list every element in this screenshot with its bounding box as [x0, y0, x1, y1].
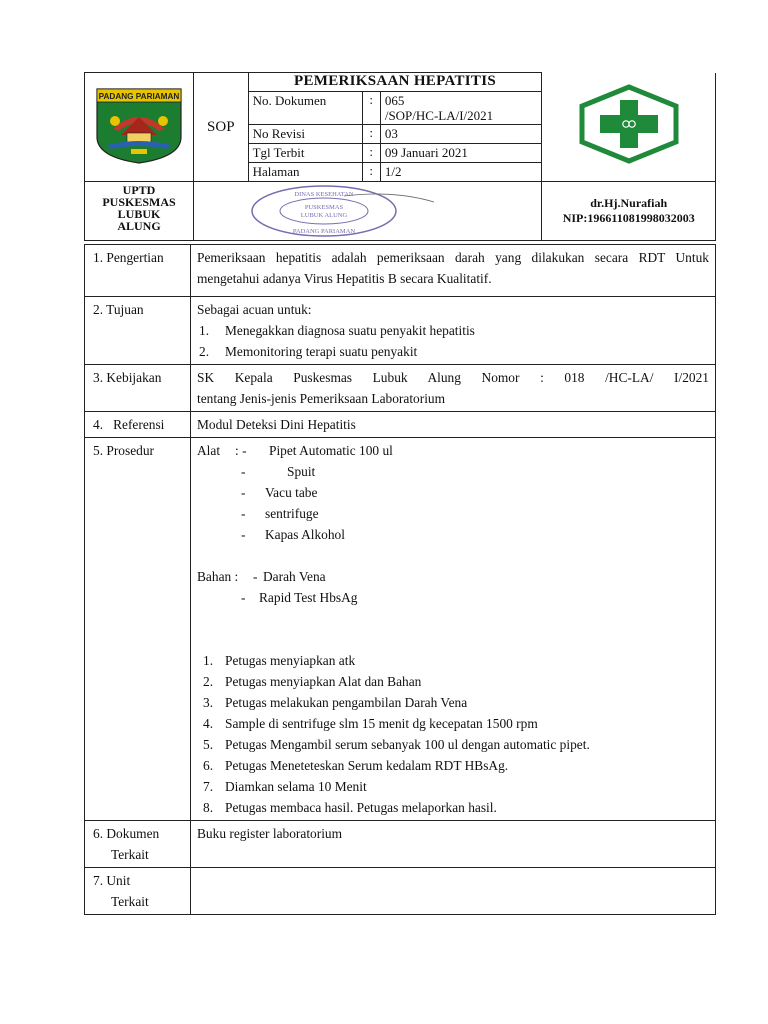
pengertian-line: mengetahui adanya Virus Hepatitis B secara Kualitatif. [197, 271, 492, 286]
dash: - [253, 569, 258, 584]
org-line: PUSKESMAS [102, 195, 176, 209]
list-text: Sample di sentrifuge slm 15 menit dg kecepatan 1500 rpm [225, 716, 538, 731]
section-label-prosedur: 5. Prosedur [85, 438, 191, 821]
bahan-label: Bahan : [197, 569, 239, 584]
meta-value-halaman: 1/2 [380, 163, 542, 182]
table-row [85, 868, 716, 915]
list-number: 2. [203, 674, 214, 689]
sop-label: SOP [194, 73, 249, 182]
logo-banner-text: PADANG PARIAMAN [98, 91, 180, 101]
signer-block [542, 182, 716, 241]
label-line: 7. Unit [93, 873, 131, 888]
list-number: 1. [199, 323, 210, 338]
alat-separator: : - [235, 443, 247, 458]
alat-item: Pipet Automatic 100 ul [269, 443, 393, 458]
meta-value-no-dokumen [380, 92, 542, 125]
alat-row [197, 482, 709, 503]
list-text: Petugas menyiapkan Alat dan Bahan [225, 674, 422, 689]
pengertian-line: Pemeriksaan hepatitis adalah pemeriksaan darah yang dilakukan secara RDT Untuk [197, 250, 709, 265]
dash: - [241, 527, 246, 542]
bahan-row [197, 587, 709, 608]
stamp-mid-text: PUSKESMAS [304, 204, 344, 211]
kebijakan-line: SK Kepala Puskesmas Lubuk Alung Nomor : 018 /HC-LA/ I/2021 [197, 370, 709, 385]
label-line: Terkait [111, 894, 149, 909]
bahan-item: Rapid Test HbsAg [259, 590, 358, 605]
dash: - [241, 485, 246, 500]
org-line: UPTD [122, 183, 156, 197]
list-number: 6. [203, 758, 214, 773]
alat-row [197, 524, 709, 545]
section-label-pengertian: 1. Pengertian [85, 245, 191, 297]
list-number: 5. [203, 737, 214, 752]
list-number: 3. [203, 695, 214, 710]
green-cross-logo-icon [574, 83, 684, 165]
meta-colon: : [362, 163, 380, 182]
table-row [85, 412, 716, 438]
alat-item: Kapas Alkohol [265, 527, 345, 542]
list-item [197, 341, 709, 362]
alat-label: Alat [197, 443, 221, 458]
list-text: Petugas menyiapkan atk [225, 653, 356, 668]
alat-item: Spuit [287, 464, 316, 479]
section-label-kebijakan: 3. Kebijakan [85, 365, 191, 412]
meta-value-line: 065 [384, 93, 405, 108]
stamp-mid-text: LUBUK ALUNG [300, 212, 348, 219]
meta-colon: : [362, 144, 380, 163]
meta-colon: : [362, 125, 380, 144]
puskesmas-logo-cell [542, 73, 716, 182]
dash: - [241, 506, 246, 521]
section-content-unit [191, 868, 716, 915]
list-item [197, 734, 709, 755]
list-text: Memonitoring terapi suatu penyakit [225, 344, 418, 359]
list-item [197, 776, 709, 797]
tujuan-intro: Sebagai acuan untuk: [197, 302, 312, 317]
section-content-kebijakan [191, 365, 716, 412]
stamp-top-text: DINAS KESEHATAN [294, 191, 354, 198]
document-title: PEMERIKSAAN HEPATITIS [248, 73, 542, 92]
alat-row [197, 503, 709, 524]
organization-name [85, 182, 194, 241]
signer-name: dr.Hj.Nurafiah [590, 196, 668, 210]
section-content-prosedur [191, 438, 716, 821]
meta-label-tgl-terbit: Tgl Terbit [248, 144, 362, 163]
list-text: Petugas melakukan pengambilan Darah Vena [225, 695, 468, 710]
signer-nip: NIP:196611081998032003 [562, 211, 695, 225]
table-row [85, 821, 716, 868]
list-text: Petugas Meneteteskan Serum kedalam RDT HBsAg. [225, 758, 509, 773]
section-content-pengertian [191, 245, 716, 297]
list-number: 1. [203, 653, 214, 668]
section-content-dokumen: Buku register laboratorium [191, 821, 716, 868]
section-label-tujuan: 2. Tujuan [85, 297, 191, 365]
list-text: Petugas membaca hasil. Petugas melaporkan hasil. [225, 800, 497, 815]
alat-item: sentrifuge [265, 506, 319, 521]
org-line: LUBUK [117, 207, 161, 221]
table-row [85, 438, 716, 821]
sop-content-table [84, 244, 716, 915]
list-item [197, 320, 709, 341]
table-row [85, 245, 716, 297]
table-row [85, 297, 716, 365]
list-item [197, 713, 709, 734]
meta-value-no-revisi: 03 [380, 125, 542, 144]
dash: - [241, 464, 246, 479]
official-stamp-icon [224, 182, 484, 240]
list-number: 2. [199, 344, 210, 359]
bahan-item: Darah Vena [263, 569, 326, 584]
list-number: 8. [203, 800, 214, 815]
table-row [85, 365, 716, 412]
meta-colon: : [362, 92, 380, 125]
kebijakan-line: tentang Jenis-jenis Pemeriksaan Laboratorium [197, 391, 446, 406]
list-item [197, 797, 709, 818]
list-text: Menegakkan diagnosa suatu penyakit hepatitis [225, 323, 475, 338]
stamp-signature-cell [194, 182, 542, 241]
sop-header [84, 72, 716, 241]
meta-value-tgl-terbit: 09 Januari 2021 [380, 144, 542, 163]
list-item [197, 671, 709, 692]
label-line: Terkait [111, 847, 149, 862]
section-label-unit [85, 868, 191, 915]
meta-label-no-revisi: No Revisi [248, 125, 362, 144]
dash: - [241, 590, 246, 605]
meta-label-no-dokumen: No. Dokumen [248, 92, 362, 125]
list-item [197, 692, 709, 713]
alat-row [197, 461, 709, 482]
list-text: Diamkan selama 10 Menit [225, 779, 367, 794]
section-content-referensi: Modul Deteksi Dini Hepatitis [191, 412, 716, 438]
regency-logo-cell [85, 73, 194, 182]
section-content-tujuan [191, 297, 716, 365]
list-text: Petugas Mengambil serum sebanyak 100 ul dengan automatic pipet. [225, 737, 590, 752]
meta-value-line: /SOP/HC-LA/I/2021 [384, 108, 494, 123]
bahan-row [197, 566, 709, 587]
list-item [197, 755, 709, 776]
section-label-dokumen [85, 821, 191, 868]
section-label-referensi: 4. Referensi [85, 412, 191, 438]
meta-label-halaman: Halaman [248, 163, 362, 182]
alat-row [197, 440, 709, 461]
list-number: 4. [203, 716, 214, 731]
alat-item: Vacu tabe [265, 485, 318, 500]
stamp-bottom-text: PADANG PARIAMAN [292, 228, 356, 235]
list-item [197, 650, 709, 671]
list-number: 7. [203, 779, 214, 794]
org-line: ALUNG [117, 219, 161, 233]
padang-pariaman-logo-icon [93, 85, 185, 165]
label-line: 6. Dokumen [93, 826, 160, 841]
